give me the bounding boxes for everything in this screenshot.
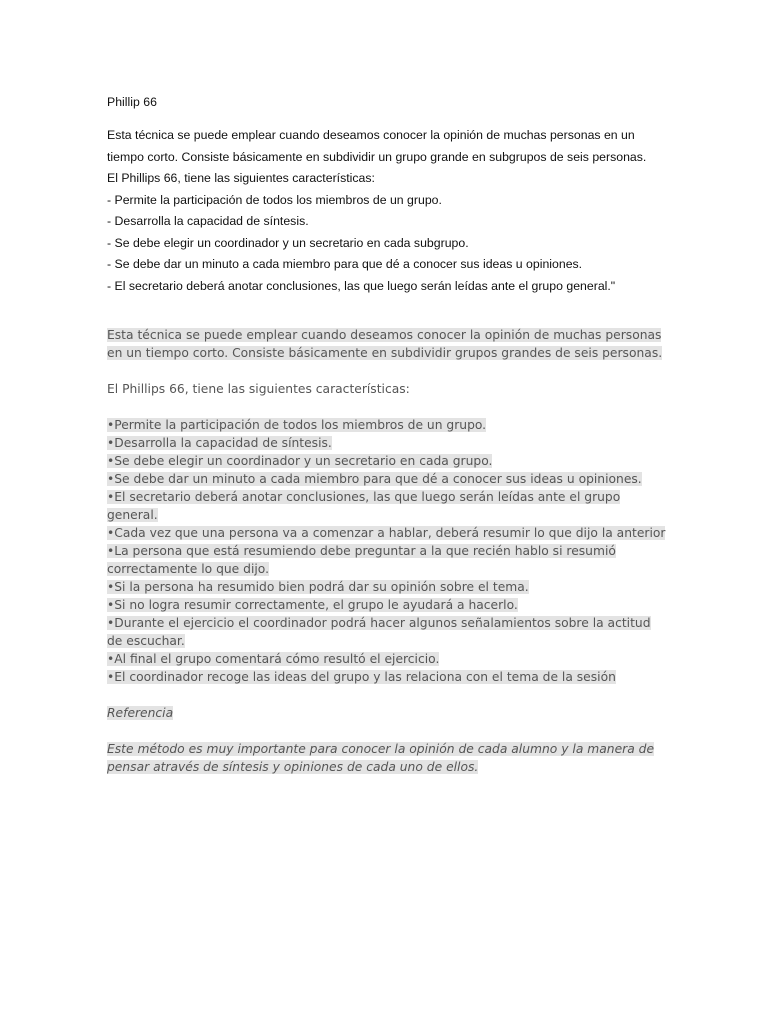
spacer bbox=[107, 362, 667, 380]
document-title: Phillip 66 bbox=[107, 95, 157, 109]
intro-paragraph bbox=[107, 326, 667, 362]
characteristics-heading bbox=[107, 380, 667, 398]
bullet-text: •Cada vez que una persona va a comenzar a hablar, deberá resumir lo que dijo la anterior bbox=[107, 526, 666, 540]
spacer bbox=[107, 686, 667, 704]
bullet-text: •La persona que está resumiendo debe preguntar a la que recién hablo si resumió correctamente lo que dijo. bbox=[107, 544, 616, 576]
list-item: - Permite la participación de todos los miembros de un grupo. bbox=[107, 192, 442, 207]
bullet-text: •Permite la participación de todos los miembros de un grupo. bbox=[107, 418, 487, 432]
body-line: Esta técnica se puede emplear cuando deseamos conocer la opinión de muchas personas en un bbox=[107, 128, 635, 142]
bullet-item bbox=[107, 434, 667, 452]
list-item: - Se debe dar un minuto a cada miembro para que dé a conocer sus ideas u opiniones. bbox=[107, 257, 583, 271]
bullet-item bbox=[107, 596, 667, 614]
closing-text: Este método es muy importante para conocer la opinión de cada alumno y la manera de pensar através de síntesis y opiniones de cada uno de ellos. bbox=[107, 742, 655, 774]
bullet-item bbox=[107, 524, 667, 542]
bullet-text: •Al final el grupo comentará cómo resultó el ejercicio. bbox=[107, 652, 440, 666]
body-line: tiempo corto. Consiste básicamente en subdividir un grupo grande en subgrupos de seis personas. bbox=[107, 149, 647, 164]
list-item: - Desarrolla la capacidad de síntesis. bbox=[107, 214, 309, 228]
bullet-item bbox=[107, 668, 667, 686]
reference-heading bbox=[107, 704, 667, 722]
bullet-text: •Desarrolla la capacidad de síntesis. bbox=[107, 436, 332, 450]
characteristics-heading-text: El Phillips 66, tiene las siguientes características: bbox=[107, 382, 410, 396]
bullet-item bbox=[107, 452, 667, 470]
bullet-text: •Se debe dar un minuto a cada miembro para que dé a conocer sus ideas u opiniones. bbox=[107, 472, 642, 486]
bullet-text: •Se debe elegir un coordinador y un secretario en cada grupo. bbox=[107, 454, 493, 468]
spacer bbox=[107, 398, 667, 416]
quoted-section bbox=[107, 326, 667, 776]
spacer bbox=[107, 722, 667, 740]
top-section bbox=[107, 93, 707, 297]
list-item: - El secretario deberá anotar conclusiones, las que luego serán leídas ante el grupo general." bbox=[107, 278, 616, 293]
bullet-text: •El secretario deberá anotar conclusiones, las que luego serán leídas ante el grupo general. bbox=[107, 490, 621, 522]
reference-label: Referencia bbox=[107, 706, 174, 720]
list-item: - Se debe elegir un coordinador y un secretario en cada subgrupo. bbox=[107, 235, 469, 250]
bullet-item bbox=[107, 542, 667, 578]
closing-paragraph bbox=[107, 740, 667, 776]
bullet-item bbox=[107, 614, 667, 650]
bullet-item bbox=[107, 488, 667, 524]
bullet-item bbox=[107, 650, 667, 668]
body-line: El Phillips 66, tiene las siguientes características: bbox=[107, 171, 375, 185]
bullet-item bbox=[107, 470, 667, 488]
bullet-item bbox=[107, 578, 667, 596]
bullet-text: •Durante el ejercicio el coordinador podrá hacer algunos señalamientos sobre la actitud de escuchar. bbox=[107, 616, 651, 648]
bullet-text: •Si la persona ha resumido bien podrá dar su opinión sobre el tema. bbox=[107, 580, 529, 594]
bullet-text: •El coordinador recoge las ideas del grupo y las relaciona con el tema de la sesión bbox=[107, 670, 616, 684]
bullet-text: •Si no logra resumir correctamente, el grupo le ayudará a hacerlo. bbox=[107, 598, 518, 612]
bullet-item bbox=[107, 416, 667, 434]
intro-text: Esta técnica se puede emplear cuando deseamos conocer la opinión de muchas personas en un tiempo corto. Consiste básicamente en subdividir grupos grandes de seis personas. bbox=[107, 328, 663, 360]
